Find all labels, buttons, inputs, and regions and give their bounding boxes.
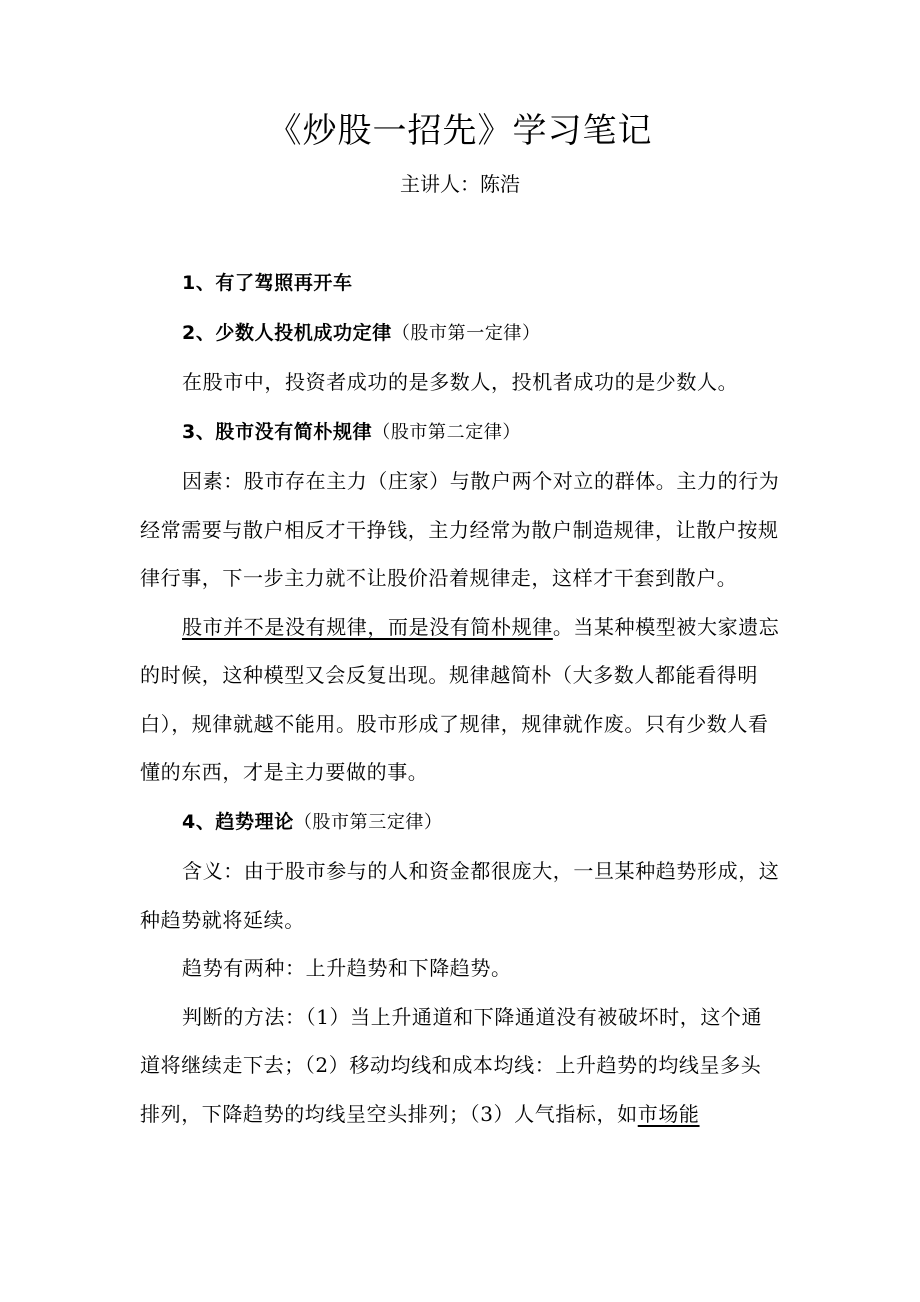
section-2-paragraph-1: 在股市中，投资者成功的是多数人，投机者成功的是少数人。: [182, 370, 739, 394]
document-body: [140, 258, 780, 1138]
underlined-key-statement: 股市并不是没有规律，而是没有简朴规律: [182, 614, 553, 639]
section-3-paragraph-2: [140, 603, 780, 797]
section-4-title: 4、趋势理论: [182, 810, 294, 833]
section-4-paragraph-3: [140, 993, 780, 1139]
section-4-paragraph-2: 趋势有两种：上升趋势和下降趋势。: [182, 956, 512, 980]
section-3-paragraph-2-rest: 。当某种模型被大家遗忘的时候，这种模型又会反复出现。规律越简朴（大多数人都能看得明白），规律就越不能用。股市形成了规律，规律就作废。只有少数人看懂的东西，才是主力要做的事。: [140, 614, 780, 784]
document-title: 《炒股一招先》学习笔记: [267, 111, 653, 151]
section-1-heading: [140, 258, 780, 308]
section-4-note: （股市第三定律）: [293, 811, 443, 833]
section-2-heading: [140, 308, 780, 359]
section-4-paragraph-3-text: 判断的方法：（1）当上升通道和下降通道没有被破坏时，这个通道将继续走下去；（2）移动均线和成本均线：上升趋势的均线呈多头排列，下降趋势的均线呈空头排列；（3）人气指标，如: [140, 1004, 763, 1126]
section-4-paragraph-1: 含义：由于股市参与的人和资金都很庞大，一旦某种趋势形成，这种趋势就将延续。: [140, 859, 780, 932]
section-2-title: 2、少数人投机成功定律: [182, 321, 392, 344]
section-3-paragraph-1: 因素：股市存在主力（庄家）与散户两个对立的群体。主力的行为经常需要与散户相反才干挣钱，主力经常为散户制造规律，让散户按规律行事，下一步主力就不让股价沿着规律走，这样才干套到散户。: [140, 469, 780, 590]
section-1-title: 1、有了驾照再开车: [182, 272, 353, 294]
section-3-note: （股市第二定律）: [372, 421, 522, 443]
section-3-title: 3、股市没有简朴规律: [182, 420, 373, 443]
underlined-term: 市场能: [637, 1101, 700, 1126]
section-2-note: （股市第一定律）: [391, 322, 541, 344]
document-subtitle: 主讲人：陈浩: [400, 172, 520, 196]
section-3-heading: [140, 407, 780, 458]
section-4-heading: [140, 797, 780, 848]
